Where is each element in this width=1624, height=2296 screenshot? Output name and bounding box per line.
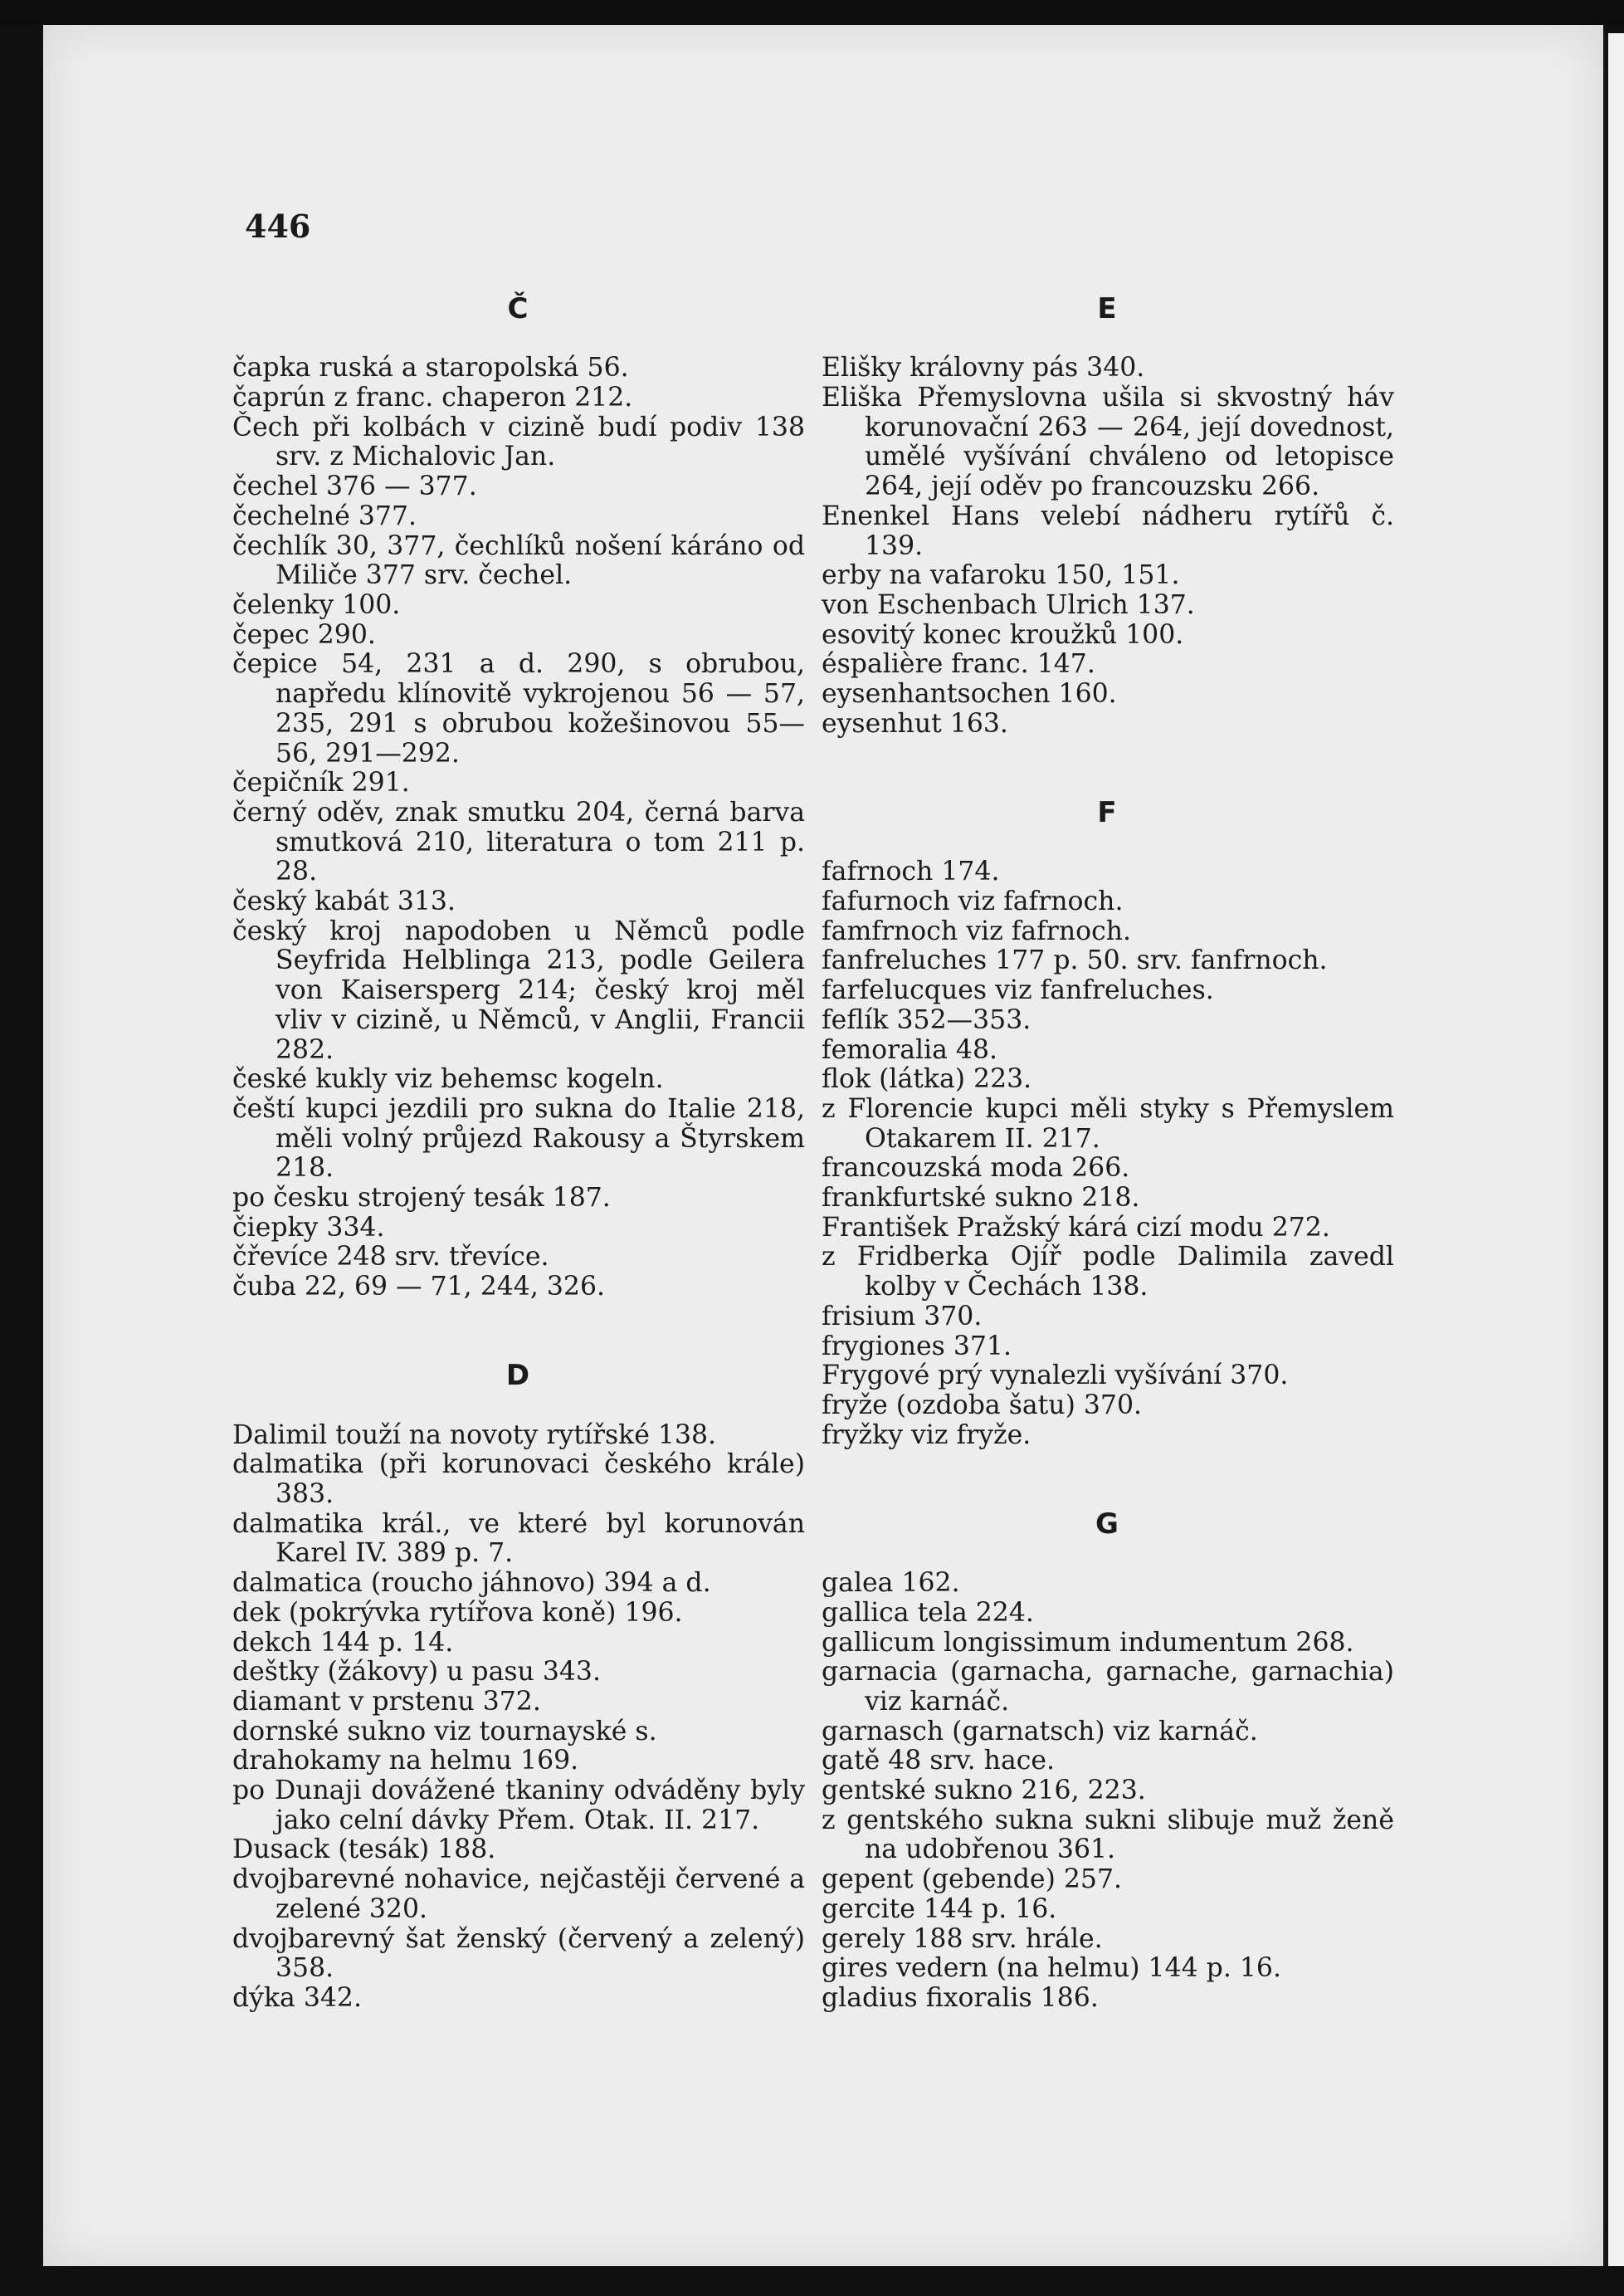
page-number: 446 [245, 208, 311, 245]
index-entry: František Pražský kárá cizí modu 272. [822, 1212, 1330, 1243]
index-entry: Frygové prý vynalezli vyšívání 370. [822, 1361, 1289, 1391]
index-entry: feflík 352—353. [822, 1004, 1031, 1035]
index-entry: čuba 22, 69 — 71, 244, 326. [232, 1272, 605, 1302]
index-entry: dalmatica (roucho jáhnovo) 394 a d. [232, 1568, 711, 1599]
index-entry: gepent (gebende) 257. [822, 1864, 1123, 1895]
index-entry: dekch 144 p. 14. [232, 1627, 454, 1658]
section-heading-g: G [1095, 1507, 1120, 1541]
index-entry: éspalière franc. 147. [822, 649, 1095, 680]
index-entry: Dalimil touží na novoty rytířské 138. [232, 1419, 717, 1450]
index-entry: z gentského sukna sukni slibuje muž ženě na udobřenou 361. [822, 1805, 1394, 1865]
index-entry: garnacia (garnacha, garnache, garnachia) viz karnáč. [822, 1657, 1394, 1717]
index-entry: gires vedern (na helmu) 144 p. 16. [822, 1953, 1281, 1984]
index-entry: fanfreluches 177 p. 50. srv. fanfrnoch. [822, 945, 1328, 976]
scan-border-right [1603, 33, 1624, 2296]
index-entry: erby na vafaroku 150, 151. [822, 560, 1180, 591]
index-entry: Eliška Přemyslovna ušila si skvostný háv korunovační 263 — 264, její dovednost, umělé vyšívání chváleno od letopisce 264, její oděv po francouzsku 266. [822, 383, 1394, 502]
index-entry: dvojbarevný šat ženský (červený a zelený) 358. [232, 1923, 805, 1984]
index-entry: černý oděv, znak smutku 204, černá barva smutková 210, literatura o tom 211 p. 28. [232, 797, 805, 887]
index-entry: frankfurtské sukno 218. [822, 1183, 1140, 1214]
index-entry: fryžky viz fryže. [822, 1419, 1031, 1450]
index-entry: z Fridberka Ojíř podle Dalimila zavedl kolby v Čechách 138. [822, 1242, 1394, 1302]
index-entry: fafrnoch 174. [822, 857, 1000, 887]
index-entry: Elišky královny pás 340. [822, 353, 1145, 383]
index-entry: dvojbarevné nohavice, nejčastěji červené a zelené 320. [232, 1864, 805, 1924]
index-entry: z Florencie kupci měli styky s Přemyslem Otakarem II. 217. [822, 1093, 1394, 1154]
section-g-entries [822, 1569, 1394, 2014]
index-entry: gallicum longissimum indumentum 268. [822, 1627, 1354, 1658]
section-heading-f: F [1097, 795, 1119, 829]
index-entry: po Dunaji dovážené tkaniny odváděny byly jako celní dávky Přem. Otak. II. 217. [232, 1776, 805, 1835]
index-entry: český kabát 313. [232, 887, 456, 917]
index-entry: dalmatika (při korunovaci českého krále) 383. [232, 1449, 805, 1510]
section-gap [822, 1450, 1394, 1509]
index-entry: čřevíce 248 srv. třevíce. [232, 1242, 549, 1273]
section-heading-d: D [505, 1359, 532, 1393]
index-entry: eysenhantsochen 160. [822, 679, 1117, 710]
index-entry: čelenky 100. [232, 590, 401, 620]
index-entry: gladius fixoralis 186. [822, 1982, 1099, 2013]
section-heading-e: E [1097, 292, 1119, 325]
index-entry: gallica tela 224. [822, 1597, 1034, 1628]
index-entry: gatě 48 srv. hace. [822, 1746, 1056, 1776]
index-entry: fryže (ozdoba šatu) 370. [822, 1390, 1143, 1420]
index-entry: frisium 370. [822, 1301, 983, 1331]
index-entry: dalmatika král., ve které byl korunován Karel IV. 389 p. 7. [232, 1508, 805, 1569]
index-entry: čechelné 377. [232, 501, 417, 531]
index-entry: čechlík 30, 377, čechlíků nošení káráno od Miliče 377 srv. čechel. [232, 530, 805, 591]
index-entry: gercite 144 p. 16. [822, 1893, 1057, 1924]
left-column [232, 292, 805, 2014]
section-d-entries [232, 1421, 805, 2014]
section-f-entries [822, 857, 1394, 1450]
index-entry: gerely 188 srv. hrále. [822, 1923, 1103, 1954]
index-entry: Dusack (tesák) 188. [232, 1834, 496, 1865]
index-entry: dek (pokrývka rytířova koně) 196. [232, 1597, 683, 1628]
index-entry: čapka ruská a staropolská 56. [232, 353, 629, 383]
index-entry: čechel 376 — 377. [232, 471, 477, 502]
index-entry: frygiones 371. [822, 1331, 1012, 1361]
index-entry: femoralia 48. [822, 1034, 998, 1065]
index-entry: čeští kupci jezdili pro sukna do Italie 218, měli volný průjezd Rakousy a Štyrskem 218. [232, 1093, 805, 1184]
index-entry: čepičník 291. [232, 768, 410, 799]
index-entry: fafurnoch viz fafrnoch. [822, 886, 1124, 916]
index-entry: gentské sukno 216, 223. [822, 1776, 1146, 1806]
index-entry: čepec 290. [232, 619, 376, 650]
index-entry: Enenkel Hans velebí nádheru rytířů č. 139. [822, 501, 1394, 561]
index-entry: dýka 342. [232, 1983, 362, 2013]
index-entry: české kukly viz behemsc kogeln. [232, 1064, 664, 1095]
index-entry: deštky (žákovy) u pasu 343. [232, 1657, 601, 1688]
scan-border-top [0, 0, 1624, 25]
index-entry: flok (látka) 223. [822, 1064, 1032, 1095]
section-e-entries [822, 354, 1394, 739]
index-entry: galea 162. [822, 1568, 960, 1599]
index-entry: dornské sukno viz tournayské s. [232, 1716, 657, 1746]
scan-border-bottom [0, 2266, 1624, 2296]
section-c-entries [232, 354, 805, 1302]
index-entry: drahokamy na helmu 169. [232, 1746, 579, 1776]
index-entry: garnasch (garnatsch) viz karnáč. [822, 1716, 1258, 1746]
index-entry: český kroj napodoben u Němců podle Seyfrida Helblinga 213, podle Geilera von Kaisersperg 214; český kroj měl vliv v cizině, u Němců, v Anglii, Francii 282. [232, 916, 805, 1065]
index-entry: esovitý konec kroužků 100. [822, 619, 1184, 650]
index-entry: famfrnoch viz fafrnoch. [822, 916, 1132, 946]
index-entry: farfelucques viz fanfreluches. [822, 975, 1214, 1006]
index-entry: eysenhut 163. [822, 708, 1008, 739]
index-entry: Čech při kolbách v cizině budí podiv 138 srv. z Michalovic Jan. [232, 412, 805, 472]
section-heading-c: Č [507, 292, 530, 325]
right-column [822, 292, 1394, 2014]
section-gap [822, 740, 1394, 799]
index-entry: von Eschenbach Ulrich 137. [822, 590, 1195, 620]
index-entry: čiepky 334. [232, 1212, 385, 1243]
index-entry: čepice 54, 231 a d. 290, s obrubou, napředu klínovitě vykrojenou 56 — 57, 235, 291 s obrubou kožešinovou 55—56, 291—292. [232, 649, 805, 769]
index-entry: čaprún z franc. chaperon 212. [232, 383, 633, 413]
section-gap [232, 1302, 805, 1361]
index-entry: po česku strojený tesák 187. [232, 1183, 611, 1214]
index-entry: diamant v prstenu 372. [232, 1686, 541, 1717]
index-entry: francouzská moda 266. [822, 1153, 1130, 1184]
